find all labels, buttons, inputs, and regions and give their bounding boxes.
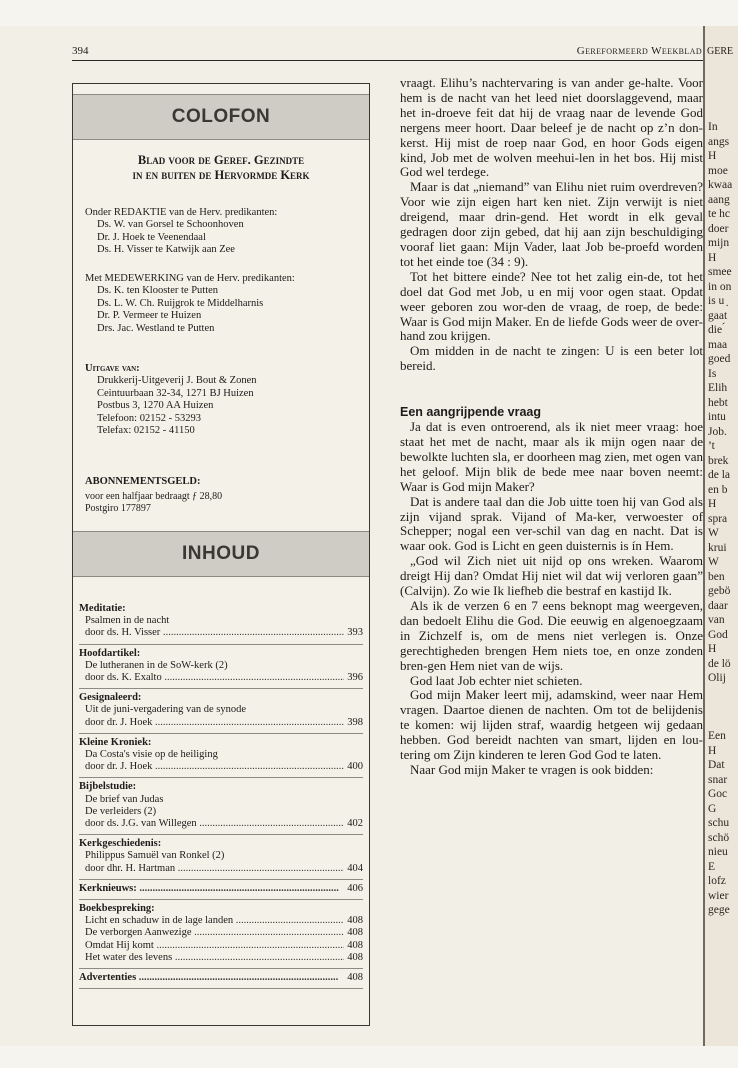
next-page-line: wier <box>708 889 729 902</box>
next-page-line: H <box>708 150 717 162</box>
article-paragraph: God laat Job echter niet schieten. <box>410 672 583 688</box>
medewerking-name: Ds. K. ten Klooster te Putten <box>97 285 219 297</box>
next-page-line: W <box>708 556 719 568</box>
toc-page-number: 408 <box>344 952 363 964</box>
toc-category <box>79 838 363 850</box>
toc-category-label: Kerkgeschiedenis: <box>79 838 162 850</box>
redactie-block <box>85 207 355 257</box>
next-page-line: brek <box>708 454 729 467</box>
redactie-name: Ds. H. Visser te Katwijk aan Zee <box>97 244 235 256</box>
toc-category-label: Hoofdartikel: <box>79 647 141 659</box>
toc-section <box>79 969 363 989</box>
next-page-line: en b <box>708 483 728 496</box>
next-page-line: In <box>708 121 718 133</box>
toc-page-number: 406 <box>344 883 363 895</box>
blad-title-line1: Blad voor de Geref. Gezindte <box>137 153 305 167</box>
article-paragraph: Om midden in de nacht te zingen: U is een beter lot bereid. <box>400 343 703 374</box>
toc-section <box>79 900 363 969</box>
article-paragraph: vraagt. Elihu’s nachtervaring is van ander ge-halte. Voor hem is de nacht van het leed niet doorslaggevend, maar het in-droeve feit dat hij de vraag naar de levende God nergens meer hoort. Daar beleef je de nacht op z’n don-kerst. Hij mist de roep naar God, en hoor Gods eigen kind, Job met de wolven meehui-len in het bos. Hij mist God wel terdege. <box>400 76 703 180</box>
colofon-box <box>72 83 370 1026</box>
next-page-line: angs <box>708 135 730 148</box>
toc-entry-text: door ds. H. Visser ..... <box>85 627 362 638</box>
next-page-line: gaat <box>708 309 728 322</box>
article-paragraph: „God wil Zich niet uit nijd op ons wreken. Waarom dreigt Hij dan? Omdat Hij niet wil dat wij verloren gaan” (Calvijn). Zo wie Ik liefheb die bestraf en kastijd Ik. <box>400 553 703 599</box>
next-page-line: de la <box>708 469 731 481</box>
next-page-line: H <box>708 643 717 655</box>
toc-entry-text: Psalmen in de nacht <box>85 615 170 627</box>
toc-entry <box>79 615 363 627</box>
toc-entry-text: De verborgen Aanwezige ..... <box>85 927 363 938</box>
toc-entry-text: Het water des levens ..... <box>85 952 363 963</box>
next-page-line: ben <box>708 570 725 583</box>
toc-page-number: 393 <box>344 627 363 639</box>
next-page-line: hebt <box>708 396 728 409</box>
toc-entry <box>79 952 363 964</box>
toc-section <box>79 645 363 690</box>
next-page-line: God <box>708 628 728 641</box>
header-rule <box>72 60 703 61</box>
toc-entry <box>79 806 363 818</box>
toc-category-label: Boekbespreking: <box>79 903 155 915</box>
toc-page-number: 396 <box>344 672 363 684</box>
next-page-line: snar <box>708 773 728 786</box>
toc-page-number: 404 <box>344 863 363 875</box>
toc-entry <box>79 850 363 862</box>
next-page-line: de lö <box>708 657 731 670</box>
toc-entry <box>79 717 363 729</box>
article-paragraph: Dat is andere taal dan die Job uitte toen hij van God als zijn vijand sprak. Vijand of Ma-ker, verwoester of Schepper; nogal een ver-schil van dag en nacht. Dat is waar ook. God is Licht en geen duisternis is ín Hem. <box>400 493 703 554</box>
toc-page-number: 408 <box>344 915 363 927</box>
toc-category-label: Meditatie: <box>79 603 126 614</box>
toc-page-number: 398 <box>344 717 363 729</box>
uitgave-line: Ceintuurbaan 32-34, 1271 BJ Huizen <box>97 387 254 399</box>
toc-category <box>79 737 363 749</box>
next-page-line: ’t <box>708 440 715 452</box>
abonnement-postgiro: Postgiro 177897 <box>85 502 151 514</box>
next-page-line: Elih <box>708 382 728 394</box>
medewerking-block <box>85 273 355 335</box>
redactie-name: Dr. J. Hoek te Veenendaal <box>97 231 206 243</box>
abonnement-label: ABONNEMENTSGELD: <box>85 476 201 487</box>
blad-title <box>73 153 369 183</box>
toc-category <box>79 603 363 615</box>
next-page-line: doer <box>708 222 729 235</box>
uitgave-line: Telefoon: 02152 - 53293 <box>97 412 201 424</box>
toc-section <box>79 880 363 900</box>
toc-entry <box>79 940 363 952</box>
next-page-line: smee <box>708 266 732 278</box>
toc-entry-text: door ds. J.G. van Willegen ..... <box>85 818 363 829</box>
toc-page-number: 402 <box>344 818 363 830</box>
toc-category <box>79 781 363 793</box>
toc-section <box>79 778 363 835</box>
toc-entry-text: Licht en schaduw in de lage landen ..... <box>85 915 363 926</box>
toc-category <box>79 648 363 660</box>
next-page-line: in on <box>708 280 732 293</box>
toc-entry <box>79 818 363 830</box>
toc-section <box>79 734 363 779</box>
next-page-line <box>708 686 738 701</box>
next-page-line: mijn <box>708 237 730 249</box>
next-page-line <box>708 715 738 730</box>
toc-category-label: Gesignaleerd: <box>79 692 142 704</box>
toc-page-number: 408 <box>344 940 363 952</box>
redactie-name: Ds. W. van Gorsel te Schoonhoven <box>97 219 244 231</box>
next-page-strip <box>703 26 738 1046</box>
toc-entry-text: door dr. J. Hoek ..... <box>85 717 355 728</box>
uitgave-line: Drukkerij-Uitgeverij J. Bout & Zonen <box>97 375 257 387</box>
next-page-line: schö <box>708 831 730 844</box>
toc-entry-text: door dr. J. Hoek ..... <box>85 761 355 772</box>
uitgave-block <box>85 363 355 437</box>
toc-entry-text: De brief van Judas <box>85 793 164 805</box>
next-page-line: Een <box>708 730 726 742</box>
medewerking-name: Drs. Jac. Westland te Putten <box>97 322 215 334</box>
toc-entry <box>79 927 363 939</box>
next-page-line: maa <box>708 338 728 351</box>
next-page-line: lofz <box>708 875 726 887</box>
page-number: 394 <box>72 45 89 57</box>
toc-section <box>79 835 363 880</box>
toc-page-number: 408 <box>344 972 363 984</box>
toc-entry <box>79 627 363 639</box>
toc-entry-text: Da Costa's visie op de heiliging <box>85 749 218 761</box>
article-column <box>400 76 703 778</box>
next-page-line: van <box>708 614 725 626</box>
next-page-line: H <box>708 251 717 264</box>
article-subheading: Een aangrijpende vraag <box>400 405 542 420</box>
toc-category <box>79 903 363 915</box>
colofon-band <box>73 94 369 140</box>
next-page-line: gege <box>708 904 730 916</box>
toc-category-label: Advertenties ..... <box>79 972 338 983</box>
toc-category-label: Bijbelstudie: <box>79 781 137 793</box>
article-paragraph: Ja dat is even ontroerend, als ik niet meer vraag: hoe staat het met de nacht, maar als ik mijn ogen naar de bewolkte luchten sla, er doorheen mag zien, met ogen van het geloof. Mijn blik de bede mee naar boven neemt: Waar is God mijn Maker? <box>400 419 703 494</box>
next-page-header: GERE <box>707 46 734 57</box>
next-page-line: H <box>708 744 717 757</box>
toc-entry <box>79 704 363 716</box>
medewerking-name: Ds. L. W. Ch. Ruijgrok te Middelharnis <box>97 297 264 309</box>
toc-category <box>79 692 363 704</box>
toc-entry-text: Omdat Hij komt ..... <box>85 940 356 951</box>
next-page-line: schu <box>708 817 730 829</box>
article-paragraph: Naar God mijn Maker te vragen is ook bidden: <box>410 761 654 777</box>
page-header <box>72 42 702 62</box>
toc-section <box>79 600 363 645</box>
toc-category <box>79 883 363 895</box>
next-page-line: spra <box>708 512 728 525</box>
toc-category-label: Kerknieuws: ..... <box>79 883 339 894</box>
next-page-line: goed <box>708 353 731 365</box>
next-page-line: W <box>708 527 719 539</box>
next-page-line: daar <box>708 599 728 612</box>
next-page-line: E <box>708 860 716 873</box>
next-page-line: H <box>708 498 717 510</box>
next-page-line <box>708 700 738 715</box>
uitgave-line: Postbus 3, 1270 AA Huizen <box>97 400 214 412</box>
uitgave-line: Telefax: 02152 - 41150 <box>97 425 195 437</box>
next-page-line: Olij <box>708 672 726 684</box>
next-page-line: kwaa <box>708 179 733 191</box>
toc-entry <box>79 749 363 761</box>
toc-entry-text: door ds. K. Exalto ..... <box>85 672 363 683</box>
article-paragraph: God mijn Maker leert mij, adamskind, weer naar Hem vragen. Daartoe dienen de nachten. Om tot de belijdenis te komen: wij lijden straf, waardig hetgeen wij gedaan hebben. God bereidt nachten van smart, lijden en lou-tering om Zijn kinderen te leren God God te laten. <box>400 687 703 763</box>
toc-entry-text: Philippus Samuël van Ronkel (2) <box>85 850 225 862</box>
toc-category <box>79 972 363 984</box>
next-page-line: intu <box>708 411 726 423</box>
toc-entry-text: De verleiders (2) <box>85 805 157 817</box>
article-paragraphs-top <box>400 76 703 374</box>
toc-entry-text: De lutheranen in de SoW-kerk (2) <box>85 659 228 671</box>
toc-entry <box>79 761 363 773</box>
next-page-line: is u ̣ <box>708 295 728 307</box>
next-page-line: gebö <box>708 585 731 597</box>
toc-entry <box>79 863 363 875</box>
medewerking-name: Dr. P. Vermeer te Huizen <box>97 310 202 322</box>
next-page-line: Dat <box>708 759 725 771</box>
next-page-line: G <box>708 802 717 815</box>
next-page-text <box>708 120 738 918</box>
abonnement-block <box>85 476 355 514</box>
toc-section <box>79 689 363 734</box>
table-of-contents <box>79 600 363 989</box>
toc-entry-text: Uit de juni-vergadering van de synode <box>85 704 247 716</box>
inhoud-band <box>73 531 369 577</box>
medewerking-intro: Met MEDEWERKING van de Herv. predikanten: <box>85 273 295 284</box>
next-page-line: aang <box>708 193 730 206</box>
next-page-line: te hc <box>708 208 731 220</box>
redactie-intro: Onder REDAKTIE van de Herv. predikanten: <box>85 207 278 218</box>
colofon-title: COLOFON <box>171 106 271 127</box>
toc-category-label: Kleine Kroniek: <box>79 736 152 748</box>
next-page-line: krui <box>708 541 727 554</box>
inhoud-title: INHOUD <box>182 543 260 564</box>
article-paragraph: Tot het bittere einde? Nee tot het zalig ein-de, tot het doel dat God met Job, u en mij voor ogen staat. Opdat weer geboren zou wor-den de vraag, de roep, de bede: Waar is God mijn Maker. En de liefde Gods weer de over-hand zou krijgen. <box>400 268 703 344</box>
next-page-line: die ́ <box>708 324 725 336</box>
next-page-line: Is <box>708 367 717 380</box>
next-page-line: moe <box>708 164 728 177</box>
next-page-line: Job. <box>708 425 727 438</box>
blad-title-line2: in en buiten de Hervormde Kerk <box>132 168 310 182</box>
uitgave-label: Uitgave van: <box>85 363 140 374</box>
toc-entry <box>79 794 363 806</box>
next-page-line: nieu <box>708 846 728 858</box>
article-paragraph: Maar is dat „niemand” van Elihu niet ruim overdreven? Voor wie zijn eigen hart ken niet. Zijn verwijt is niet dreigend, maar drin-gend. Het wordt in elk geval gedragen door zijn gebed, dat hij aan zijn beschuldiging vooraf liet gaan: Mijn Vader, laat Job be-proefd worden tot het einde toe (34 : 9). <box>400 179 703 269</box>
toc-entry <box>79 672 363 684</box>
toc-entry <box>79 660 363 672</box>
toc-page-number: 400 <box>344 761 363 773</box>
abonnement-price: voor een halfjaar bedraagt ƒ 28,80 <box>85 491 223 503</box>
toc-page-number: 408 <box>344 927 363 939</box>
article-paragraphs-bottom <box>400 420 703 778</box>
toc-entry-text: door dhr. H. Hartman ..... <box>85 863 363 874</box>
toc-entry <box>79 915 363 927</box>
next-page-line: Goc <box>708 788 728 800</box>
article-paragraph: Als ik de verzen 6 en 7 eens beknopt mag weergeven, dan bedoelt Elihu die God. Die eeuwig en algenoegzaam in Zichzelf is, om de mens niet verlegen is. Onze gerechtigheden brengen Hem niets toe, en onze zonden bren-gen Hem niet van de wijs. <box>400 598 703 673</box>
journal-title: Gereformeerd Weekblad <box>576 45 702 57</box>
